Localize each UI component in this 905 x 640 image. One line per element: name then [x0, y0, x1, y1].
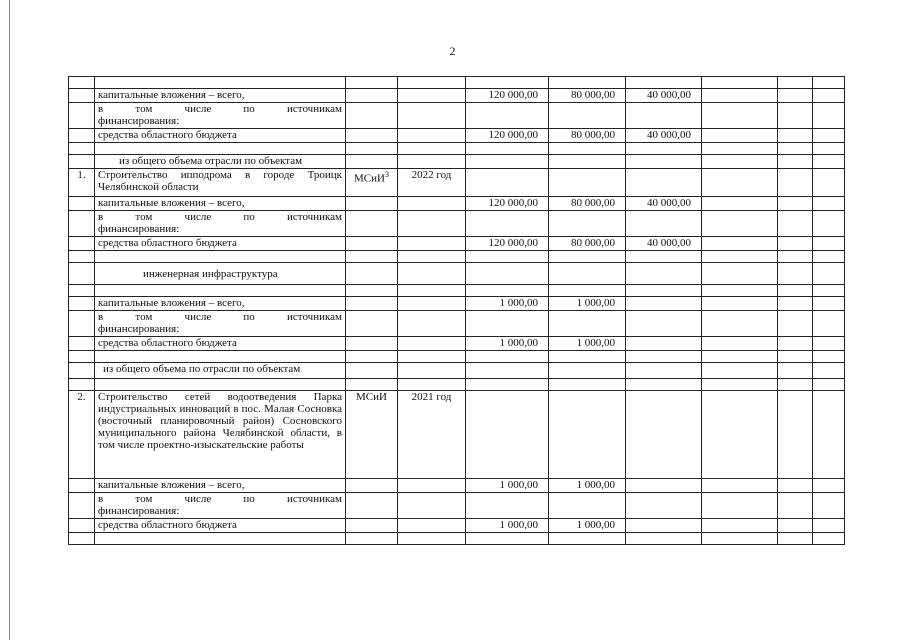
section-heading: из общего объема по отрасли по объектам — [95, 363, 346, 379]
table-row — [69, 391, 845, 479]
table-row — [69, 533, 845, 545]
table-row — [69, 77, 845, 89]
year1-value: 1 000,00 — [549, 519, 626, 533]
table-row — [69, 263, 845, 285]
capital-label: капитальные вложения – всего, — [95, 297, 346, 311]
table-row — [69, 129, 845, 143]
capital-label: капитальные вложения – всего, — [95, 89, 346, 103]
table-row — [69, 237, 845, 251]
table-row — [69, 143, 845, 155]
page-edge-line — [9, 0, 10, 640]
year1-value: 1 000,00 — [549, 337, 626, 351]
capital-label: капитальные вложения – всего, — [95, 197, 346, 211]
year1-value: 80 000,00 — [549, 197, 626, 211]
table-row — [69, 379, 845, 391]
table-row — [69, 89, 845, 103]
regional-budget-label: средства областного бюджета — [95, 129, 346, 143]
section-heading: из общего объема отрасли по объектам — [95, 155, 346, 169]
regional-budget-label: средства областного бюджета — [95, 519, 346, 533]
year2-value: 40 000,00 — [626, 129, 702, 143]
table-row — [69, 493, 845, 519]
table-row — [69, 363, 845, 379]
page-number: 2 — [449, 44, 456, 58]
table-row — [69, 479, 845, 493]
table-row — [69, 297, 845, 311]
year1-value: 80 000,00 — [549, 129, 626, 143]
row-number: 1. — [69, 169, 95, 197]
row-number: 2. — [69, 391, 95, 479]
table-row — [69, 103, 845, 129]
regional-budget-label: средства областного бюджета — [95, 337, 346, 351]
total-value: 120 000,00 — [466, 129, 549, 143]
year2-value: 40 000,00 — [626, 197, 702, 211]
table-row — [69, 351, 845, 363]
total-value: 1 000,00 — [466, 337, 549, 351]
table-row — [69, 251, 845, 263]
section-heading: инженерная инфраструктура — [95, 263, 346, 285]
year1-value: 1 000,00 — [549, 479, 626, 493]
table-row — [69, 337, 845, 351]
year2-value: 40 000,00 — [626, 89, 702, 103]
total-value: 120 000,00 — [466, 89, 549, 103]
year1-value: 1 000,00 — [549, 297, 626, 311]
sources-label: в том числе по источникам финансирования: — [95, 103, 346, 129]
year1-value: 80 000,00 — [549, 89, 626, 103]
customer-cell: МСиИ — [346, 391, 398, 479]
total-value: 120 000,00 — [466, 237, 549, 251]
project-name: Строительство сетей водоотведения Парка индустриальных инноваций в пос. Малая Сосновка (восточный планировочный район) Сосновского муниципального района Челябинской области, в том числе проектно-изыскательские работы — [95, 391, 346, 479]
total-value: 1 000,00 — [466, 297, 549, 311]
table-row — [69, 285, 845, 297]
total-value: 1 000,00 — [466, 519, 549, 533]
total-value: 1 000,00 — [466, 479, 549, 493]
regional-budget-label: средства областного бюджета — [95, 237, 346, 251]
year-cell: 2022 год — [398, 169, 466, 197]
year-cell: 2021 год — [398, 391, 466, 479]
project-name: Строительство ипподрома в городе Троицк Челябинской области — [95, 169, 346, 197]
table-row — [69, 211, 845, 237]
sources-label: в том числе по источникам финансирования: — [95, 493, 346, 519]
investment-table — [68, 76, 845, 545]
sources-label: в том числе по источникам финансирования: — [95, 311, 346, 337]
sources-label: в том числе по источникам финансирования: — [95, 211, 346, 237]
year1-value: 80 000,00 — [549, 237, 626, 251]
total-value: 120 000,00 — [466, 197, 549, 211]
year2-value: 40 000,00 — [626, 237, 702, 251]
table-row — [69, 519, 845, 533]
customer-cell: МСиИ$^3$ — [346, 169, 398, 197]
table-row — [69, 155, 845, 169]
table-row — [69, 197, 845, 211]
table-row — [69, 311, 845, 337]
table-row — [69, 169, 845, 197]
capital-label: капитальные вложения – всего, — [95, 479, 346, 493]
